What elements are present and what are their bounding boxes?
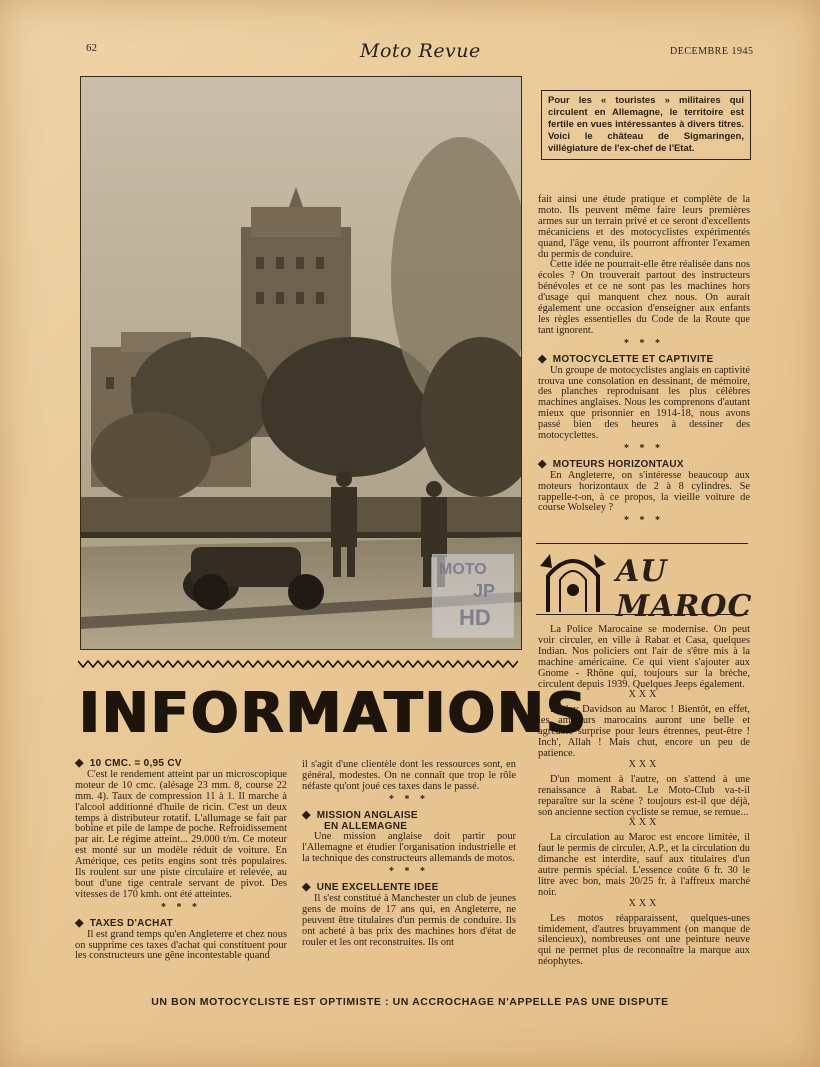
issue-date: DECEMBRE 1945 — [670, 46, 754, 57]
paragraph: fait ainsi une étude pratique et complète de la moto. Ils peuvent même faire leurs premières armes sur un terrain privé et ce seront d'excellents mécaniciens et des motocyclistes expérimentés quand, l'âge venu, ils pourront affronter l'examen du permis de conduire. — [538, 194, 750, 260]
watermark-text-2: JP — [473, 581, 496, 601]
au-maroc-title: AU MAROC — [616, 554, 753, 624]
separator-xxx: XXX — [628, 817, 660, 829]
paragraph: Il est grand temps qu'en Angleterre et chez nous on supprime ces taxes d'achat qui constituent pour les constructeurs une gêne incontestable quand — [75, 928, 287, 962]
heading-text: MOTEURS HORIZONTAUX — [552, 458, 684, 470]
paragraph: Une mission anglaise doit partir pour l'Allemagne et étudier l'organisation industrielle et la technique des constructeurs allemands de motos. — [302, 831, 516, 865]
diamond-bullet-icon: ◆ — [75, 916, 84, 929]
diamond-bullet-icon: ◆ — [538, 457, 547, 470]
section-heading-line-2: EN ALLEMAGNE — [324, 820, 408, 832]
paragraph: Il s'est constitué à Manchester un club de jeunes gens de moins de 17 ans qui, en Angleterre, ne peuvent être titulaires d'un permis de conduire. Ils ont acheté à bas prix des machines hors d'état de rouler et les ont reconstruites. Ils ont — [302, 892, 516, 948]
informations-title: INFORMATIONS — [78, 681, 588, 746]
paragraph: Harley Davidson au Maroc ! Bientôt, en effet, les amateurs marocains auront une belle et agréable surprise pour leurs étrennes, peut-être ! Inch', Allah ! Mais chut, encore un peu de patience. — [538, 704, 750, 759]
separator-stars: * * * — [624, 515, 664, 527]
masthead: Moto Revue — [360, 40, 481, 62]
palm-arch-illustration — [538, 546, 608, 612]
paragraph: il s'agit d'une clientèle dont les ressources sont, en général, modestes. On ne connaît que trop le rôle néfaste qu'ont joué ces taxes dans le passé. — [302, 759, 516, 792]
section-heading — [75, 918, 287, 930]
right-column — [538, 195, 750, 530]
separator-xxx: XXX — [628, 758, 660, 770]
heading-text: UNE EXCELLENTE IDEE — [316, 882, 439, 894]
photo-caption: Pour les « touristes » militaires qui circulent en Allemagne, le territoire est fertile en vues intéressantes à divers titres. Voici le château de Sigmaringen, villégiature de l'ex-chef de l'Etat. — [541, 90, 751, 160]
watermark-logo — [432, 554, 514, 638]
separator-xxx: XXX — [628, 689, 660, 701]
heading-text: 10 CMC. = 0,95 CV — [89, 758, 182, 769]
separator-stars: * * * — [161, 901, 201, 913]
diamond-bullet-icon: ◆ — [302, 808, 311, 821]
diamond-bullet-icon: ◆ — [538, 352, 547, 365]
section-heading — [302, 810, 516, 822]
watermark-text-3: HD — [459, 605, 491, 630]
zigzag-divider — [78, 660, 518, 668]
separator-stars: * * * — [389, 793, 429, 805]
informations-column-1 — [75, 758, 287, 962]
heading-text: MOTOCYCLETTE ET CAPTIVITE — [552, 353, 714, 365]
paragraph: Cette idée ne pourrait-elle être réalisée dans nos écoles ? On trouverait partout des instructeurs bénévoles et ce ne sont pas les machines hors d'usage qui manquent chez nous. On aurait également une occasion d'enseigner aux enfants les règles essentielles du Code de la Route que tant ignorent. — [538, 259, 750, 336]
watermark-text-1: MOTO — [439, 561, 487, 578]
heading-text: MISSION ANGLAISE — [316, 809, 418, 821]
page-number: 62 — [86, 42, 97, 54]
paragraph: La circulation au Maroc est encore limitée, il faut le permis de circuler, A.P., et la circulation du dimanche est interdite, sauf aux titulaires d'un autre permis spécial. L'essence coûte 6 fr. 30 le litre avec bon, mais 20/25 fr. à l'affreux marché noir. — [538, 832, 750, 898]
separator-stars: * * * — [624, 337, 664, 349]
separator-stars: * * * — [389, 866, 429, 878]
paragraph: Un groupe de motocyclistes anglais en captivité trouva une consolation en dessinant, de mémoire, des planches reproduisant les plus célèbres machines anglaises. Nous les comprenons d'autant mieux que prisonnier en 1914-18, nous avons passé bien des heures à dessiner des motocyclettes. — [538, 364, 750, 442]
diamond-bullet-icon: ◆ — [302, 881, 311, 894]
paragraph: C'est le rendement atteint par un microscopique moteur de 10 cmc. (alésage 23 mm. 8, course 22 mm. 4). Taux de compression 11 à 1. Il marche à l'alcool additionné d'huile de ricin. C'est un deux temps à distributeur rotatif. L'allumage se fait par bobine et pile de lampe de poche. Refroidissement par air. Le régime atteint... 29.000 t/m. Ce moteur est monté sur un modèle réduit de voiture. En Amérique, ces petits engins sont très populaires. Ils roulent sur une piste circulaire et relevée, au bout d'une tige centrale servant de pivot. Des vitesses de 170 kmh. ont été atteintes. — [75, 768, 287, 900]
paragraph: La Police Marocaine se modernise. On peut voir circuler, en ville à Rabat et Casa, quelques Indian. Nos policiers ont l'air de s'être mis à la machine américaine. Ce qui vient s'ajouter aux Gnome - Rhône qui, toujours sur la brèche, circulent depuis 1939. Quelques Jeeps également. — [538, 624, 750, 690]
separator-xxx: XXX — [628, 897, 660, 909]
paragraph: Les motos réapparaissent, quelques-unes timidement, d'autres bruyamment (on manque de silencieux), nombreuses ont une peinture neuve qui ne permet plus de reconnaître la marque aux néophytes. — [538, 912, 750, 968]
informations-column-2 — [302, 760, 516, 949]
heading-text: TAXES D'ACHAT — [89, 917, 173, 929]
maroc-column — [538, 625, 750, 968]
diamond-bullet-icon: ◆ — [75, 757, 84, 769]
paragraph: D'un moment à l'autre, on s'attend à une renaissance à Rabat. Le Moto-Club va-t-il reparaître sur la scène ? toujours est-il que déjà, son ancienne section cycliste se remue, se remue... — [538, 773, 750, 818]
section-heading — [538, 459, 750, 471]
au-maroc-banner — [536, 543, 753, 624]
separator-stars: * * * — [624, 442, 664, 454]
section-heading — [538, 354, 750, 366]
footer-slogan: UN BON MOTOCYCLISTE EST OPTIMISTE : UN ACCROCHAGE N'APPELLE PAS UNE DISPUTE — [151, 996, 669, 1008]
paragraph: En Angleterre, on s'intéresse beaucoup aux moteurs horizontaux de 2 à 8 cylindres. Se rappelle-t-on, à ce propos, la vieille voiture de course Wolseley ? — [538, 469, 750, 514]
